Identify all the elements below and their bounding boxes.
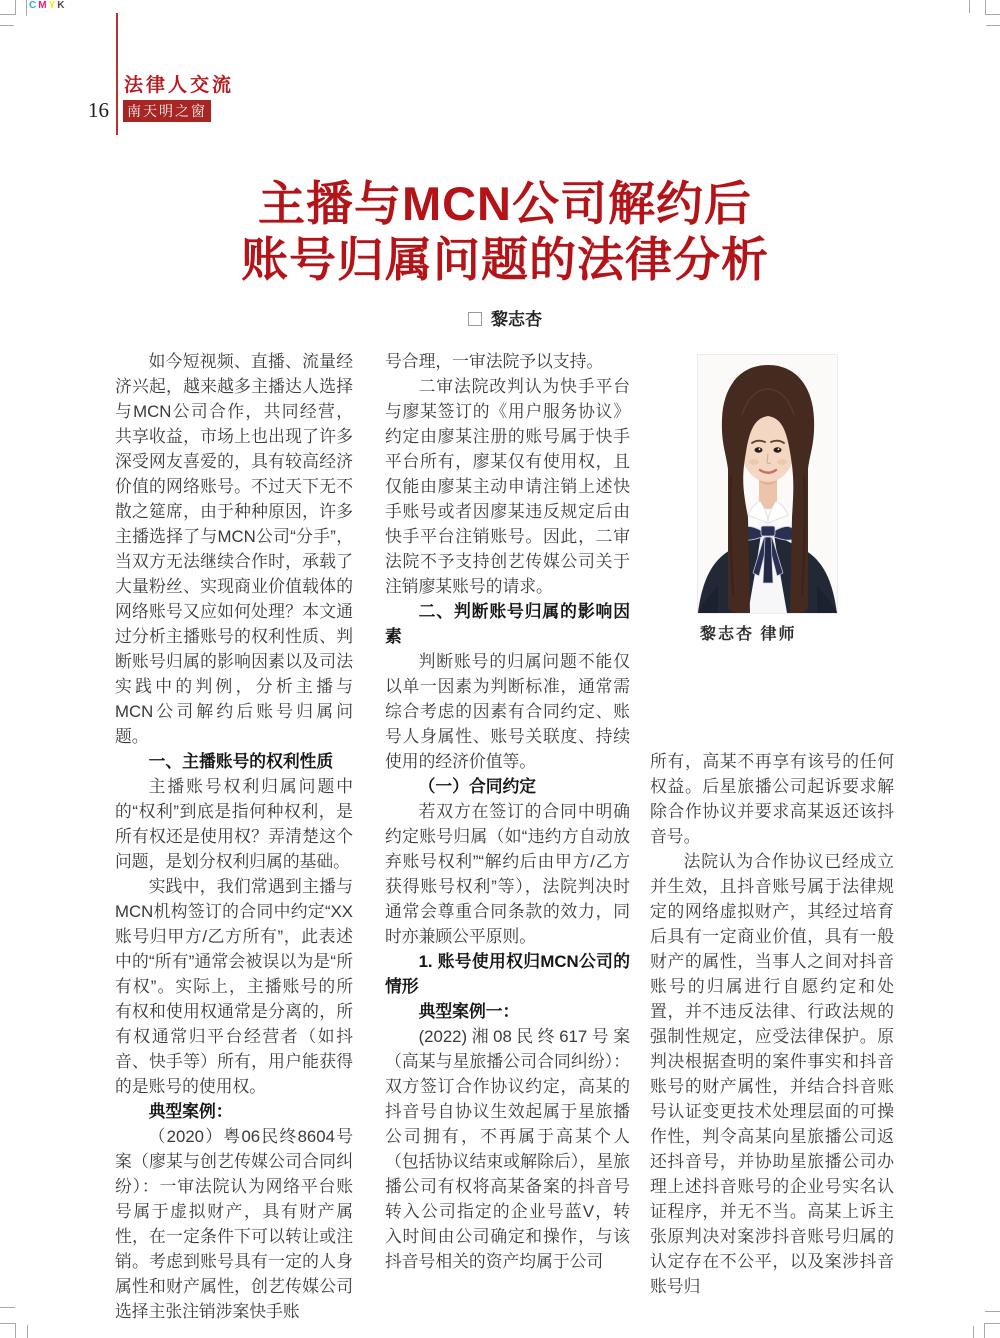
portrait-illustration [698,355,837,613]
cmyk-letter-c: C [29,0,39,11]
cmyk-letter-k: K [57,0,67,11]
body-paragraph: 判断账号的归属问题不能仅以单一因素为判断标准，通常需综合考虑的因素有合同约定、账号人身属性、账号关联度、持续使用的经济价值等。 [385,652,630,771]
article-title [110,176,900,288]
crop-mark-bottom-left [0,1323,16,1338]
photo-caption: 黎志杏 律师 [700,626,797,643]
crop-mark-line [27,1325,28,1338]
body-paragraph: 所有，高某不再享有该号的任何权益。后星旅播公司起诉要求解除合作协议并要求高某返还该抖音号。 [650,752,894,846]
cmyk-color-bar [29,0,66,11]
article-title-line1: 主播与MCN公司解约后 [257,177,753,230]
crop-mark-line [985,1311,1000,1312]
crop-mark-line [973,1326,974,1338]
crop-mark-top-right [985,0,1000,15]
body-paragraph: 号合理，一审法院予以支持。 [385,352,604,371]
body-paragraph: 若双方在签订的合同中明确约定账号归属（如“违约方自动放弃账号权利”“解约后由甲方/乙方获得账号权利”等），法院判决时通常会尊重合同条款的效力，同时亦兼顾公平原则。 [385,802,630,946]
header-red-rule [116,13,118,135]
crop-mark-line [986,25,1000,26]
column-badge [123,100,211,122]
section-heading: （一）合同约定 [418,777,537,796]
body-paragraph: 如今短视频、直播、流量经济兴起，越来越多主播达人选择与MCN公司合作，共同经营，共享收益，市场上也出现了许多深受网友喜爱的，具有较高经济价值的网络账号。不过天下无不散之筵席，由于种种原因，许多主播选择了与MCN公司“分手”，当双方无法继续合作时，承载了大量粉丝、实现商业价值载体的网络账号又应如何处理？本文通过分析主播账号的权利性质、判断账号归属的影响因素以及司法实践中的判例，分析主播与MCN公司解约后账号归属问题。 [115,352,353,746]
page-number: 16 [88,98,109,122]
section-heading: 一、主播账号的权利性质 [148,752,334,771]
crop-mark-bottom-right [984,1323,1000,1338]
cmyk-letter-y: Y [48,0,58,11]
body-paragraph: (2022)湘08民终617号案（高某与星旅播公司合同纠纷）：双方签订合作协议约定，高某的抖音号自协议生效起属于星旅播公司拥有，不再属于高某个人（包括协议结束或解除后），星旅播公司有权将高某备案的抖音号转入公司指定的企业号蓝V，转入时间由公司确定和操作，与该抖音号相关的资产均属于公司 [385,1027,630,1271]
crop-mark-top-left [0,0,16,15]
body-paragraph: （2020）粤06民终8604号案（廖某与创艺传媒公司合同纠纷）：一审法院认为网络平台账号属于虚拟财产，具有财产属性，在一定条件下可以转让或注销。考虑到账号具有一定的人身属性和财产属性，创艺传媒公司选择主张注销涉案快手账 [115,1127,353,1321]
crop-mark-line [0,1307,15,1308]
section-heading: 典型案例： [148,1102,233,1121]
body-paragraph: 二审法院改判认为快手平台与廖某签订的《用户服务协议》约定由廖某注册的账号属于快手平台所有，廖某仅有使用权，且仅能由廖某主动申请注销上述快手账号或者因廖某违反规定后由快手平台注销账号。因此，二审法院不予支持创艺传媒公司关于注销廖某账号的请求。 [385,377,630,596]
text-column-1 [115,349,353,1324]
article-title-line2: 账号归属问题的法律分析 [241,233,769,286]
section-heading: 二、判断账号归属的影响因素 [385,602,630,646]
author-marker-square-icon [468,312,482,326]
crop-mark-line [0,25,14,26]
body-paragraph: 主播账号权利归属问题中的“权利”到底是指何种权利，是所有权还是使用权？弄清楚这个问题，是划分权利归属的基础。 [115,777,353,871]
section-heading: 典型案例一： [418,1002,520,1021]
author-name: 黎志杏 [491,310,542,329]
column-badge-label: 南天明之窗 [127,103,207,119]
body-paragraph: 实践中，我们常遇到主播与MCN机构签订的合同中约定“XX账号归甲方/乙方所有”，此表述中的“所有”通常会被误以为是“所有权”。实际上，主播账号的所有权和使用权通常是分离的，所有权通常归平台经营者（如抖音、快手等）所有，用户能获得的是账号的使用权。 [115,877,353,1096]
crop-mark-line [26,0,27,16]
body-paragraph: 法院认为合作协议已经成立并生效，且抖音账号属于法律规定的网络虚拟财产，其经过培育后具有一定商业价值，具有一般财产的属性，当事人之间对抖音账号的归属进行自愿约定和处置，并不违反法律、行政法规的强制性规定，应受法律保护。原判决根据查明的案件事实和抖音账号的财产属性，并结合抖音账号认证变更技术处理层面的可操作性，判令高某向星旅播公司返还抖音号，并协助星旅播公司办理上述抖音账号的企业号实名认证程序，并无不当。高某上诉主张原判决对案涉抖音账号归属的认定存在不公平，以及案涉抖音账号归 [650,852,894,1296]
crop-mark-line [969,0,970,13]
section-heading: 1. 账号使用权归MCN公司的情形 [385,952,630,996]
section-label: 法律人交流 [124,75,235,96]
cmyk-letter-m: M [38,0,49,11]
author-portrait-photo [698,355,837,613]
text-column-2 [385,349,630,1274]
text-column-3 [650,749,894,1299]
author-line [110,305,900,330]
